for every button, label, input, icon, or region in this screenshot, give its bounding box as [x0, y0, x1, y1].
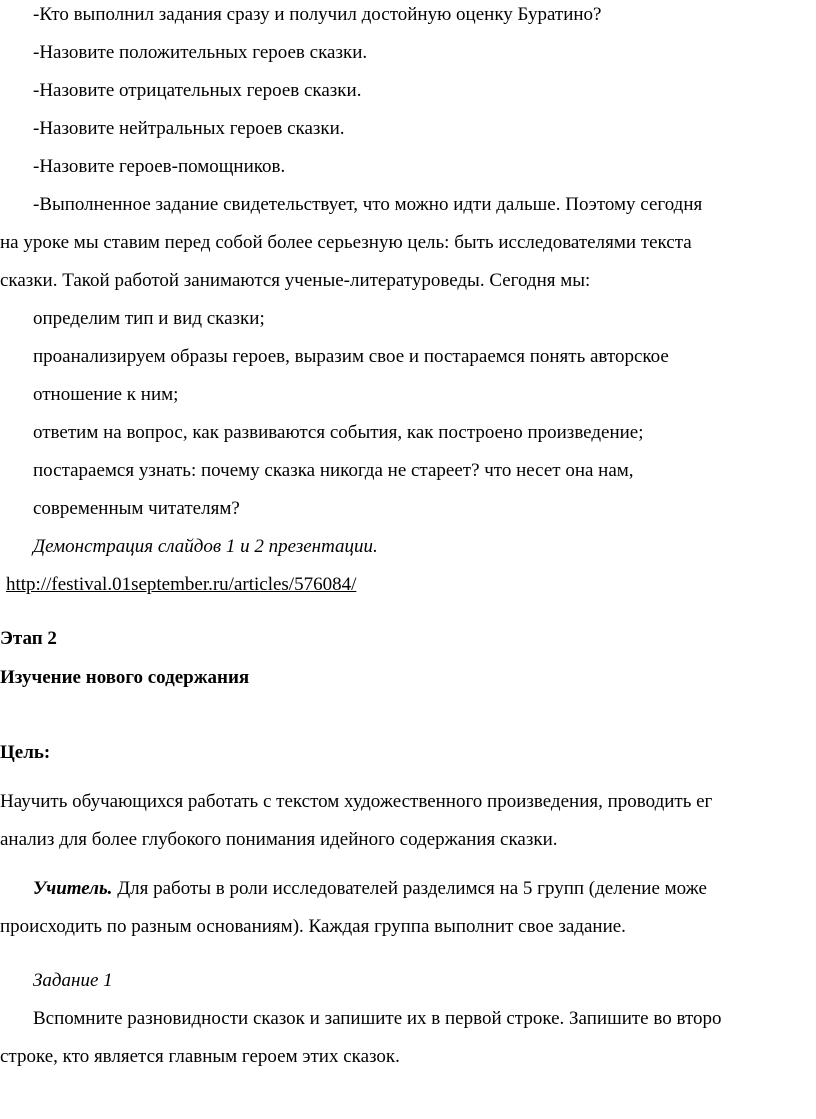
demo-note: Демонстрация слайдов 1 и 2 презентации. [33, 536, 378, 557]
goal-text-line-1: Научить обучающихся работать с текстом художественного произведения, проводить ег [0, 791, 713, 812]
teacher-text-1: Для работы в роли исследователей разделимся на 5 групп (деление може [112, 878, 707, 899]
stage-title: Этап 2 [0, 628, 57, 649]
source-link[interactable]: http://festival.01september.ru/articles/576084/ [6, 574, 357, 595]
goal-text-line-2: анализ для более глубокого понимания идейного содержания сказки. [0, 829, 558, 850]
goal-item-2-cont: отношение к ним; [33, 384, 179, 405]
intro-line-2: на уроке мы ставим перед собой более серьезную цель: быть исследователями текста [0, 232, 692, 253]
task-heading: Задание 1 [33, 970, 113, 991]
goal-item-4: постараемся узнать: почему сказка никогда не стареет? что несет она нам, [33, 460, 634, 481]
question-1: -Кто выполнил задания сразу и получил достойную оценку Буратино? [33, 4, 602, 25]
goal-item-1: определим тип и вид сказки; [33, 308, 265, 329]
teacher-line-2: происходить по разным основаниям). Каждая группа выполнит свое задание. [0, 916, 626, 937]
question-4: -Назовите нейтральных героев сказки. [33, 118, 345, 139]
goal-item-2: проанализируем образы героев, выразим свое и постараемся понять авторское [33, 346, 669, 367]
goal-item-4-cont: современным читателям? [33, 498, 240, 519]
teacher-label: Учитель. [33, 878, 113, 899]
stage-subtitle: Изучение нового содержания [0, 667, 250, 688]
intro-line-3: сказки. Такой работой занимаются ученые-литературоведы. Сегодня мы: [0, 270, 591, 291]
teacher-line-1 [33, 877, 707, 901]
goal-item-3: ответим на вопрос, как развиваются события, как построено произведение; [33, 422, 644, 443]
intro-line-1: -Выполненное задание свидетельствует, что можно идти дальше. Поэтому сегодня [33, 194, 703, 215]
task-line-1: Вспомните разновидности сказок и запишите их в первой строке. Запишите во второ [33, 1008, 722, 1029]
question-5: -Назовите героев-помощников. [33, 156, 286, 177]
task-line-2: строке, кто является главным героем этих сказок. [0, 1046, 400, 1067]
goal-heading: Цель: [0, 742, 51, 763]
question-3: -Назовите отрицательных героев сказки. [33, 80, 362, 101]
question-2: -Назовите положительных героев сказки. [33, 42, 368, 63]
